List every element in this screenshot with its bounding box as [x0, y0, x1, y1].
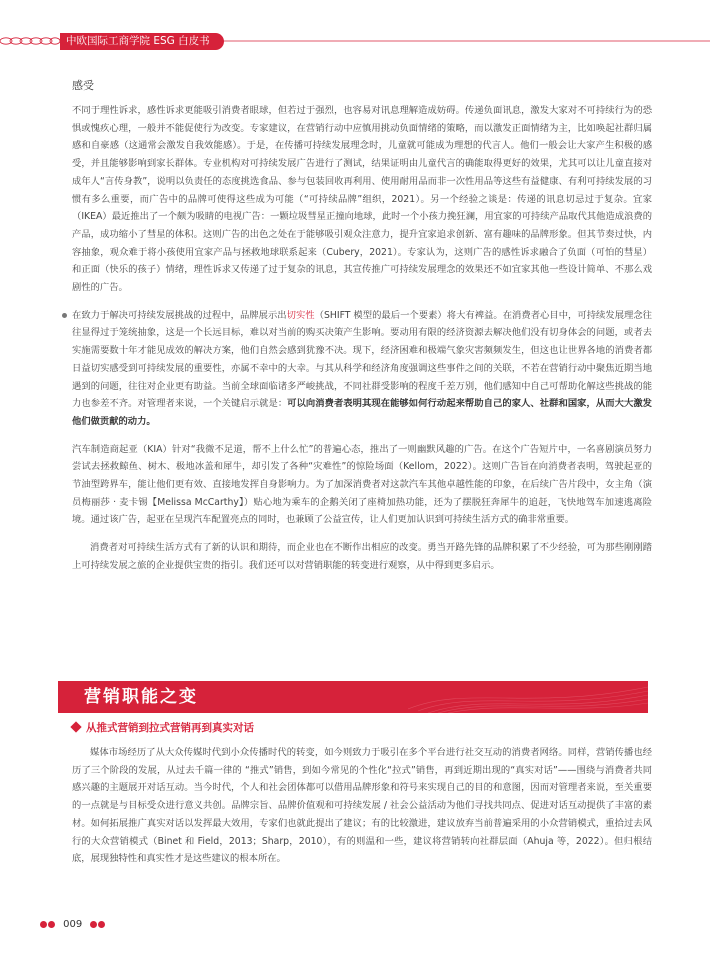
bullet-dot-icon	[62, 313, 67, 318]
section-subtitle-text: 从推式营销到拉式营销再到真实对话	[86, 722, 254, 734]
bullet-tangibility	[72, 307, 652, 431]
bullet-mid: （SHIFT 模型的最后一个要素）将大有裨益。在消费者心目中，可持续发展理念往往显得过于笼统抽象，这是一个长远目标，难以对当前的购买决策产生影响。要动用有限的经济资源去解决他们没有切身体会的问题，或者去实施需要数十年才能见成效的解决方案，他们自然会感到犹豫不决。现下，经济困难和极端气象灾害频频发生，但这也让世界各地的消费者都日益切实感受到可持续发展的重要性，亦属不幸中的大幸。与其从科学和经济角度强调这些事件之间的关联，不若在营销行动中聚焦近期当地遇到的问题，往往对企业更有助益。当前全球面临诸多严峻挑战，不同社群受影响的程度千差万别，他们感知中自己可帮助化解这些挑战的能力也参差不齐。对管理者来说，一个关键启示就是：	[72, 309, 652, 410]
page-footer	[40, 914, 105, 930]
page-header	[0, 30, 710, 52]
paragraph-transition: 消费者对可持续生活方式有了新的认识和期待，而企业也在不断作出相应的改变。勇当开路先锋的品牌积累了不少经验，可为那些刚刚踏上可持续发展之旅的企业提供宝贵的指引。我们还可以对营销职能的转变进行观察，从中得到更多启示。	[72, 542, 652, 571]
paragraph-media-market: 媒体市场经历了从大众传媒时代到小众传播时代的转变，如今则致力于吸引在多个平台进行社交互动的消费者网络。同样，营销传播也经历了三个阶段的发展，从过去千篇一律的 “推式”销售，到如今常见的个性化“拉式”销售，再到近期出现的“真实对话”——围绕与消费者共同感兴趣的主题展开对话互动。当今时代，个人和社会团体都可以借用品牌形象和符号来实现自己的目的和意图，因而对管理者来说，至关重要的一点就是与目标受众进行意义共创。品牌宗旨、品牌价值观和可持续发展 / 社会公益活动为他们寻找共同点、促进对话互动提供了丰富的素材。如何拓展推广真实对话以发挥最大效用，专家们也就此提出了建议；有的比较激进，建议放弃当前普遍采用的小众营销模式，重拾过去风行的大众营销模式（Binet 和 Field，2013；Sharp，2010），有的则温和一些，建议将营销转向社群层面（Ahuja 等，2022）。但归根结底，展现独特性和真实性才是这些建议的根本所在。	[72, 747, 652, 865]
section-subtitle	[72, 720, 254, 736]
paragraph-emotional-appeal: 不同于理性诉求，感性诉求更能吸引消费者眼球，但若过于强烈，也容易对讯息理解造成妨碍。传递负面讯息，激发大家对不可持续行为的恐惧或愧疚心理，一般并不能促使行为改变。专家建议，在营销行动中应慎用挑动负面情绪的策略，而以激发正面情绪为主，比如唤起社群归属感和自豪感（这通常会激发自我效能感）。于是，在传播可持续发展理念时，儿童就可能成为理想的代言人。他们一般会让大家产生积极的感受，并且能够影响到家长群体。专业机构对可持续发展广告进行了测试，结果证明由儿童代言的确能取得更好的效果，尤其可以让儿童直接对成年人“言传身教”，说明以负责任的态度挑选食品、参与包装回收再利用、使用耐用品而非一次性用品等这些有益健康、有利可持续发展的习惯有多么重要，而广告中的品牌可使得这些成为可能（“可持续品牌”组织，2021）。另一个经验之谈是：传递的讯息切忌过于复杂。宜家（IKEA）最近推出了一个颇为吸睛的电视广告：一颗垃圾彗星正撞向地球，此时一个小孩力挽狂澜，用宜家的可持续产品取代其他造成浪费的产品，成功缩小了彗星的体积。这则广告的出色之处在于能够吸引观众注意力，提升宜家追求创新、富有趣味的品牌形象。但其节奏过快，内容抽象，观众难于将小孩使用宜家产品与拯救地球联系起来（Cubery，2021）。专家认为，这则广告的感性诉求融合了负面（可怕的彗星）和正面（快乐的孩子）情绪，理性诉求又传递了过于复杂的讯息，其宣传推广可持续发展理念的效果还不如宜家其他一些设计简单、不那么戏剧性的广告。	[72, 105, 652, 294]
bullet-text	[72, 307, 652, 431]
page-number: 009	[63, 919, 83, 930]
footer-dot-icon	[40, 921, 47, 928]
diamond-icon	[70, 721, 81, 732]
bullet-bold: 可以向消费者表明其现在能够如何行动起来帮助自己的家人、社群和国家，从而大大激发他们做贡献的动力。	[72, 398, 652, 427]
header-title: 中欧国际工商学院 ESG 白皮书	[60, 33, 224, 50]
subhead-feeling: 感受	[72, 79, 94, 92]
bullet-pre: 在致力于解决可持续发展挑战的过程中，品牌展示出	[72, 309, 287, 321]
section-title: 营销职能之变	[84, 687, 198, 707]
bullet-highlight: 切实性	[286, 309, 315, 321]
footer-dot-icon	[48, 921, 55, 928]
paragraph-kia: 汽车制造商起亚（KIA）针对“我微不足道，帮不上什么忙”的普遍心态，推出了一则幽默风趣的广告。在这个广告短片中，一名喜剧演员努力尝试去拯救鲸鱼、树木、极地冰盖和犀牛，却引发了各种“灾难性”的惊险场面（Kellom，2022）。这则广告旨在向消费者表明，驾驶起亚的节油型跨界车，能让他们更有效、直接地发挥自身影响力。为了加深消费者对这款汽车其他卓越性能的印象，在后续广告片段中，女主角（演员梅丽莎 · 麦卡锡【Melissa McCarthy】）贴心地为乘车的企鹅关闭了座椅加热功能，还为了摆脱狂奔犀牛的追赶，飞快地驾车加速逃离险境。通过该广告，起亚在呈现汽车配置亮点的同时，也兼顾了公益宣传，让人们更加认识到可持续生活方式的确非常重要。	[72, 443, 652, 526]
main-content	[72, 78, 652, 575]
footer-dot-icon	[90, 921, 97, 928]
section2-content	[72, 744, 652, 868]
footer-dot-icon	[98, 921, 105, 928]
banner-line-pattern-icon	[408, 681, 648, 713]
section-banner	[58, 681, 648, 713]
